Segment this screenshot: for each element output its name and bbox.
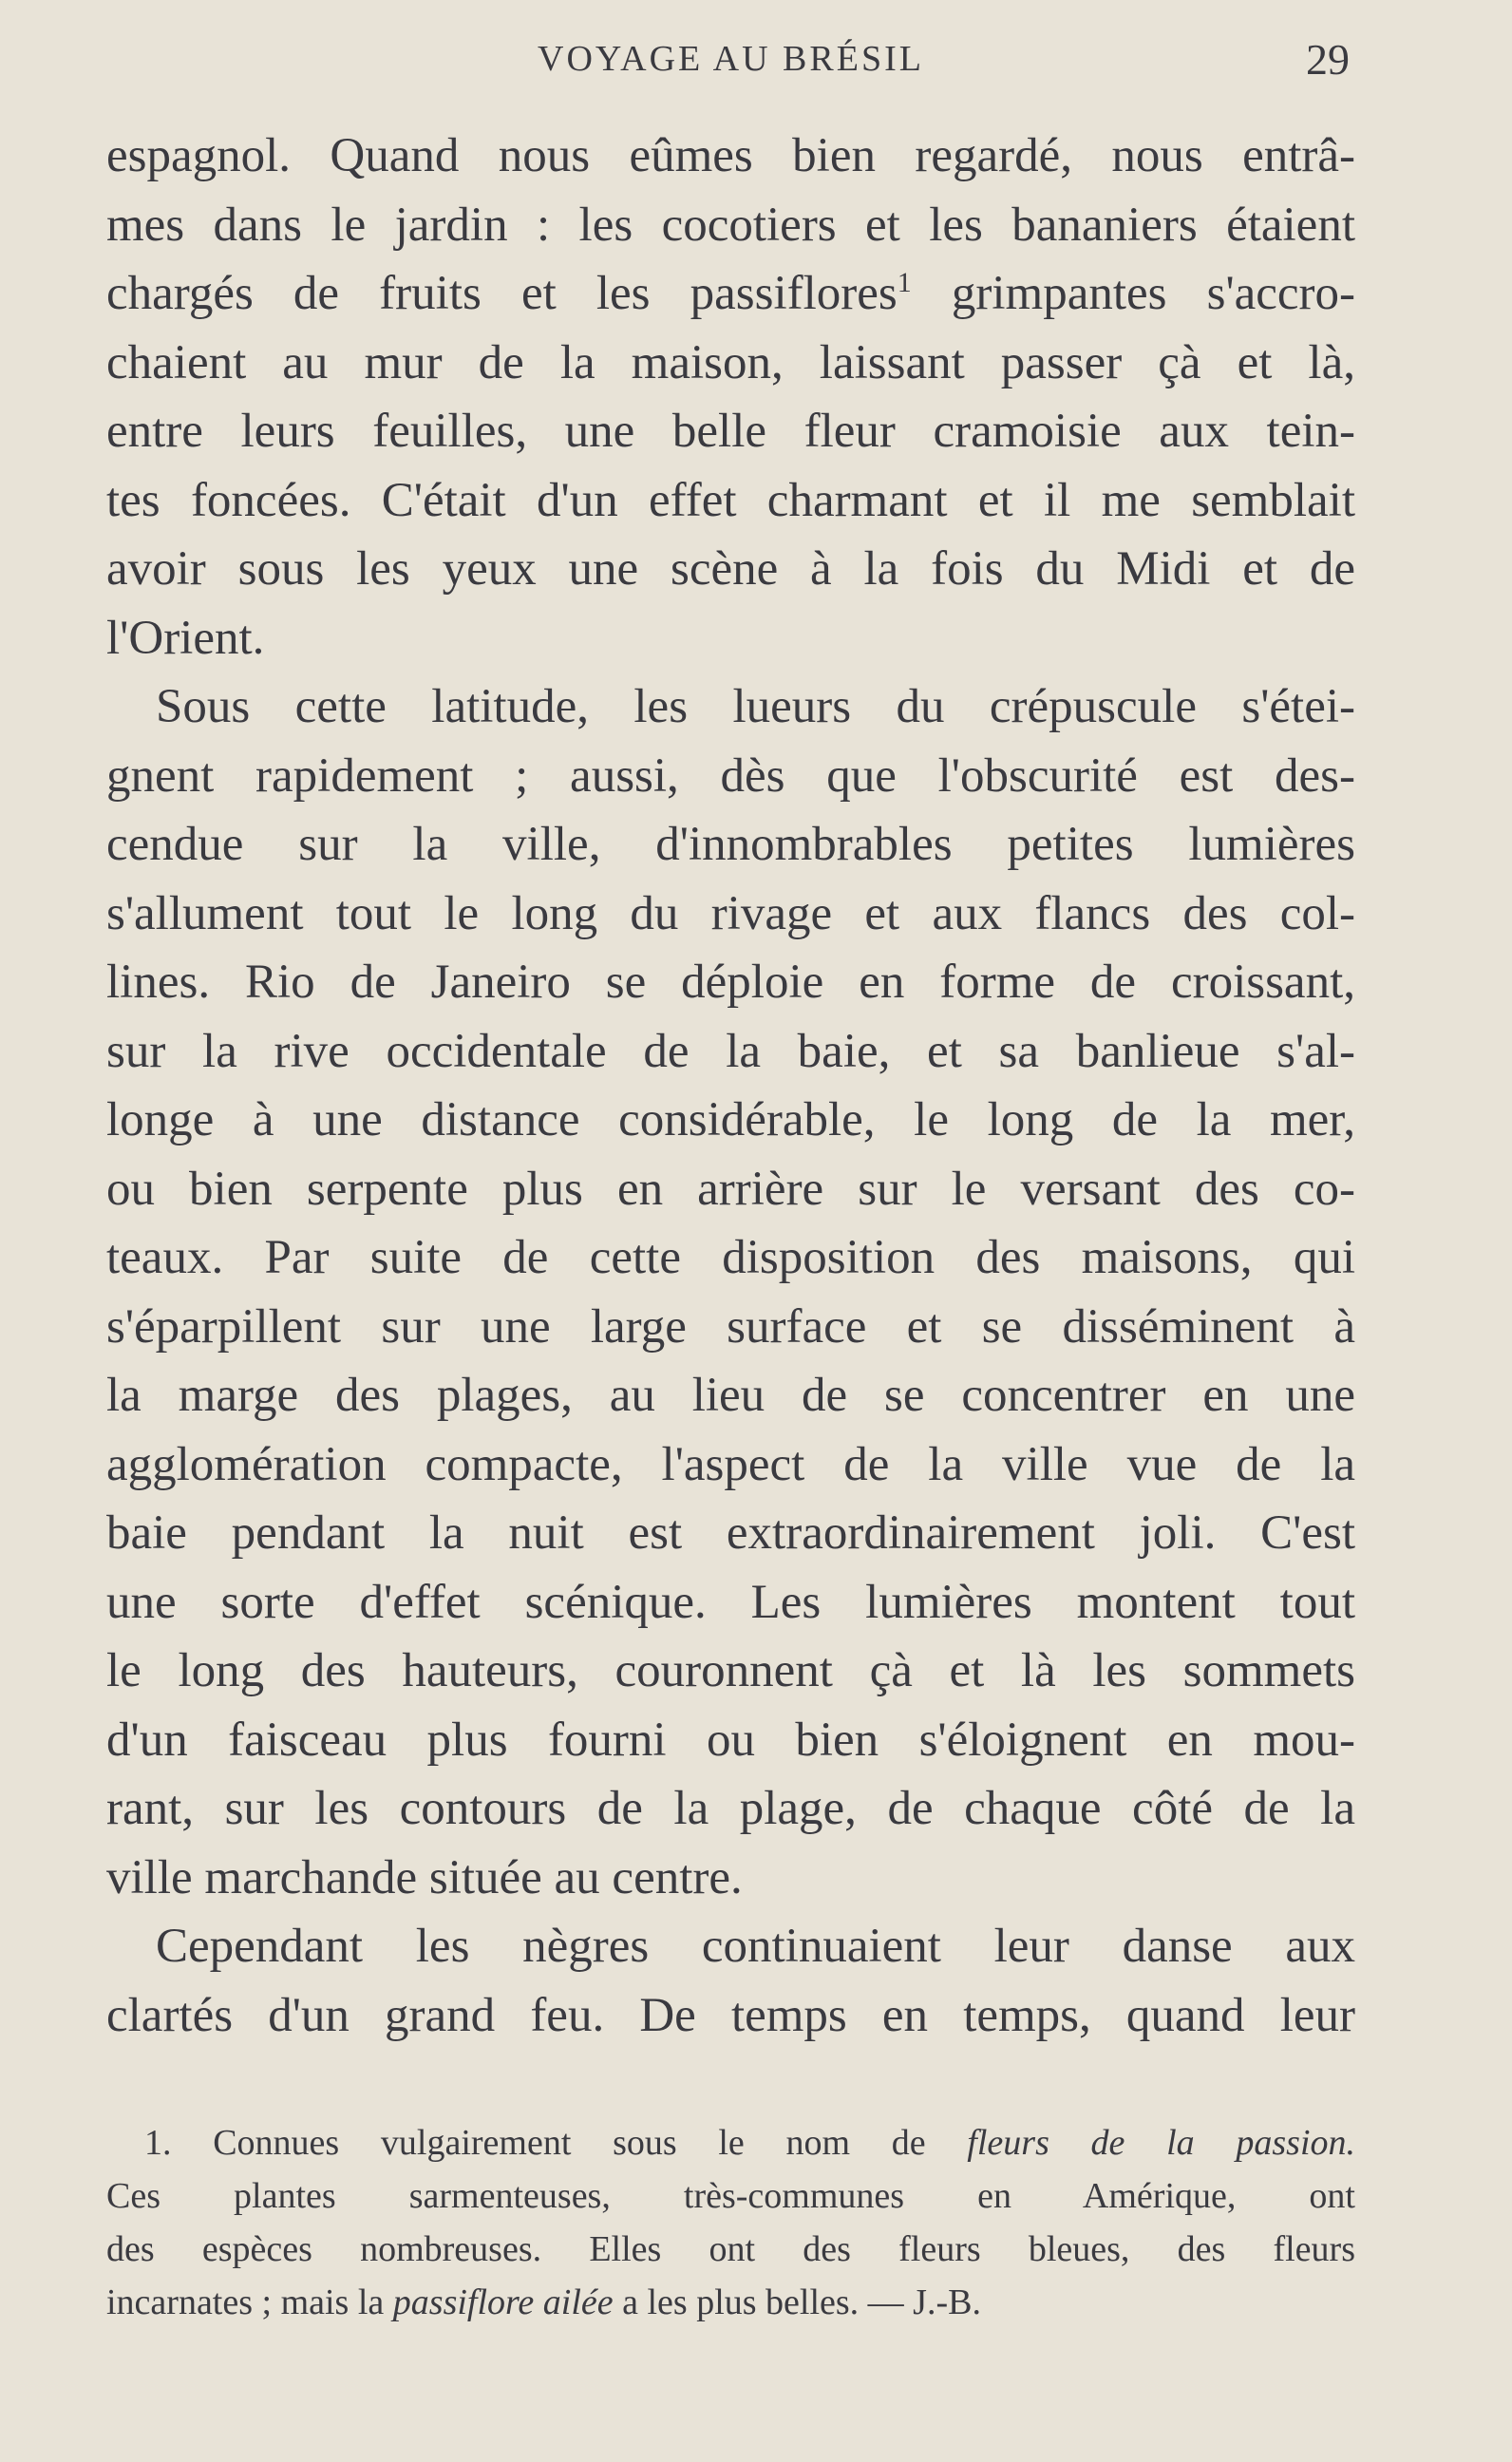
text-line: chaient au mur de la maison, laissant passer çà et là, xyxy=(106,335,1355,389)
text-line: mes dans le jardin : les cocotiers et les bananiers étaient xyxy=(106,198,1355,252)
text-segment: grimpantes s'accro- xyxy=(951,267,1356,320)
body-text xyxy=(106,122,1355,2050)
running-title: VOYAGE AU BRÉSIL xyxy=(538,39,924,79)
footnote-line: Ces plantes sarmenteuses, très-communes en Amérique, ont xyxy=(106,2176,1355,2216)
footnote-line: des espèces nombreuses. Elles ont des fleurs bleues, des fleurs xyxy=(106,2229,1355,2269)
text-line: cendue sur la ville, d'innombrables petites lumières xyxy=(106,818,1355,871)
footnote-line xyxy=(106,2116,1355,2169)
text-line: s'allument tout le long du rivage et aux flancs des col- xyxy=(106,886,1355,940)
footnote-italic: fleurs de la passion. xyxy=(967,2123,1355,2163)
text-line: rant, sur les contours de la plage, de chaque côté de la xyxy=(106,1782,1355,1835)
text-line: agglomération compacte, l'aspect de la ville vue de la xyxy=(106,1437,1355,1491)
text-line: s'éparpillent sur une large surface et se disséminent à xyxy=(106,1299,1355,1354)
footnote-text: a les plus belles. — J.-B. xyxy=(622,2282,981,2322)
page-number: 29 xyxy=(1306,35,1350,84)
text-line: Cependant les nègres continuaient leur danse aux xyxy=(156,1920,1355,1973)
text-line: Sous cette latitude, les lueurs du crépuscule s'étei- xyxy=(156,680,1355,733)
text-line: une sorte d'effet scénique. Les lumières montent tout xyxy=(106,1575,1355,1629)
footnote xyxy=(106,2116,1355,2329)
footnote-text: incarnates ; mais la xyxy=(106,2282,385,2322)
paragraph xyxy=(106,672,1355,1912)
text-line: la marge des plages, au lieu de se concentrer en une xyxy=(106,1369,1355,1422)
text-line: d'un faisceau plus fourni ou bien s'éloignent en mou- xyxy=(106,1713,1355,1767)
text-line: sur la rive occidentale de la baie, et sa banlieue s'al- xyxy=(106,1024,1355,1078)
text-line: tes foncées. C'était d'un effet charmant et il me semblait xyxy=(106,473,1355,527)
paragraph xyxy=(106,122,1355,672)
text-line: le long des hauteurs, couronnent çà et là les sommets xyxy=(106,1644,1355,1697)
text-line xyxy=(106,259,1355,329)
footnote-marker: 1 xyxy=(897,267,912,298)
text-line: l'Orient. xyxy=(106,611,265,665)
footnote-line xyxy=(106,2276,1355,2329)
text-line: teaux. Par suite de cette disposition des maisons, qui xyxy=(106,1231,1355,1284)
text-line: ou bien serpente plus en arrière sur le versant des co- xyxy=(106,1162,1355,1216)
page-header xyxy=(106,34,1355,91)
paragraph xyxy=(106,1912,1355,2050)
text-line: gnent rapidement ; aussi, dès que l'obscurité est des- xyxy=(106,748,1355,803)
text-line: longe à une distance considérable, le long de la mer, xyxy=(106,1093,1355,1146)
footnote-number: 1. xyxy=(144,2123,172,2163)
text-segment: chargés de fruits et les passiflores xyxy=(106,267,898,320)
text-line: avoir sous les yeux une scène à la fois du Midi et de xyxy=(106,542,1355,596)
text-line: ville marchande située au centre. xyxy=(106,1850,743,1904)
text-line: clartés d'un grand feu. De temps en temps, quand leur xyxy=(106,1988,1355,2042)
text-line: entre leurs feuilles, une belle fleur cramoisie aux tein- xyxy=(106,405,1355,458)
text-line: lines. Rio de Janeiro se déploie en forme de croissant, xyxy=(106,956,1355,1009)
text-line: baie pendant la nuit est extraordinairement joli. C'est xyxy=(106,1506,1355,1560)
footnote-text: Connues vulgairement sous le nom de xyxy=(213,2123,926,2163)
footnote-italic: passiflore ailée xyxy=(392,2282,614,2322)
text-line: espagnol. Quand nous eûmes bien regardé, nous entrâ- xyxy=(106,129,1355,182)
